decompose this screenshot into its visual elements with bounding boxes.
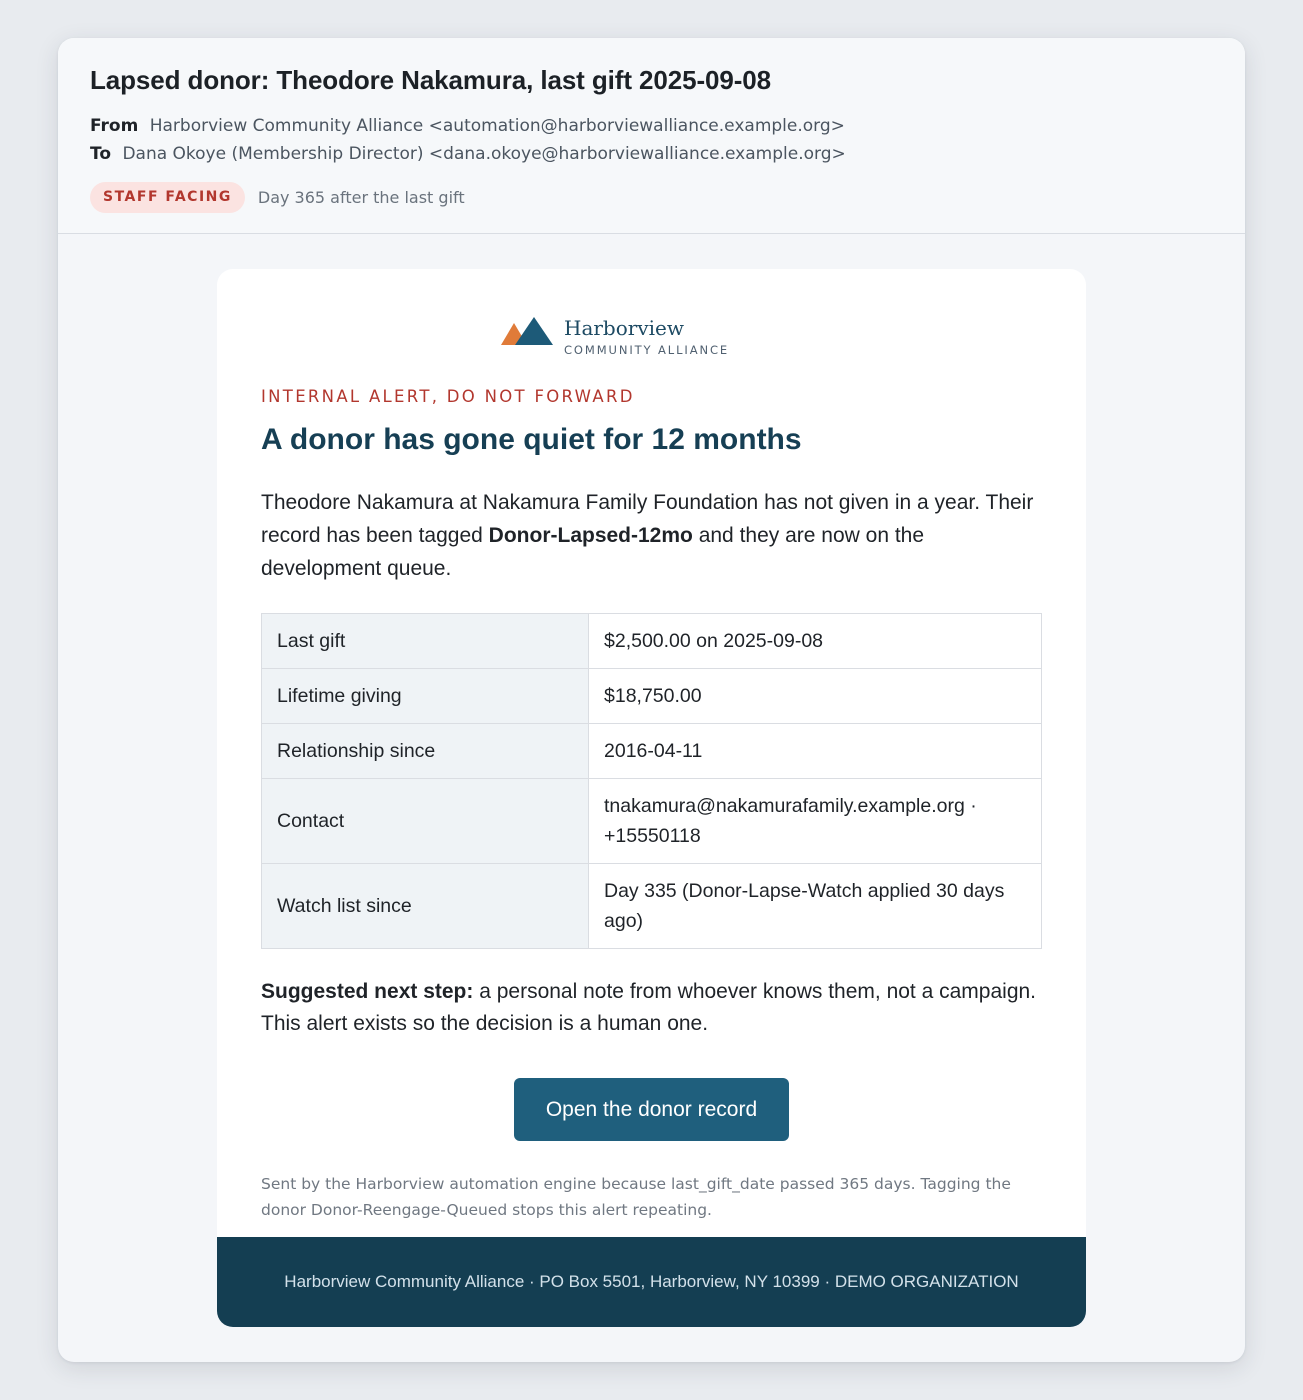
detail-label: Watch list since bbox=[262, 864, 589, 949]
brand-subtitle: COMMUNITY ALLIANCE bbox=[564, 343, 730, 357]
email-window bbox=[58, 38, 1245, 1362]
alert-headline: A donor has gone quiet for 12 months bbox=[261, 423, 802, 456]
from-address[interactable]: Harborview Community Alliance <automation@harborviewalliance.example.org> bbox=[149, 116, 845, 136]
to-address[interactable]: Dana Okoye (Membership Director) <dana.okoye@harborviewalliance.example.org> bbox=[122, 144, 846, 164]
email-footer: Harborview Community Alliance · PO Box 5501, Harborview, NY 10399 · DEMO ORGANIZATION bbox=[217, 1237, 1086, 1327]
lapsed-tag-name: Donor-Lapsed-12mo bbox=[488, 524, 693, 547]
table-row bbox=[262, 779, 1042, 864]
detail-value: $18,750.00 bbox=[589, 669, 1042, 724]
contact-value[interactable]: tnakamura@nakamurafamily.example.org · +15550118 bbox=[589, 779, 1042, 864]
detail-label: Lifetime giving bbox=[262, 669, 589, 724]
to-line bbox=[90, 140, 1213, 168]
email-subject: Lapsed donor: Theodore Nakamura, last gift 2025-09-08 bbox=[90, 65, 771, 95]
email-header bbox=[58, 38, 1245, 234]
next-step-label: Suggested next step: bbox=[261, 980, 474, 1003]
table-row bbox=[262, 669, 1042, 724]
internal-alert-label: INTERNAL ALERT, DO NOT FORWARD bbox=[261, 387, 635, 406]
table-row bbox=[262, 864, 1042, 949]
open-donor-record-button[interactable]: Open the donor record bbox=[514, 1078, 789, 1141]
automation-fineprint: Sent by the Harborview automation engine because last_gift_date passed 365 days. Tagging the donor Donor-Reengage-Queued stops this alert repeating. bbox=[261, 1175, 1011, 1219]
alert-lead bbox=[261, 486, 1042, 585]
detail-label: Last gift bbox=[262, 614, 589, 669]
next-step-text: a personal note from whoever knows them, not a campaign. This alert exists so the decision is a human one. bbox=[261, 980, 1037, 1035]
lead-text-2: and they are now on the development queue. bbox=[261, 524, 925, 580]
to-label: To bbox=[90, 144, 112, 164]
detail-value: Day 335 (Donor-Lapse-Watch applied 30 days ago) bbox=[589, 864, 1042, 949]
detail-value: $2,500.00 on 2025-09-08 bbox=[589, 614, 1042, 669]
email-body-card bbox=[217, 269, 1086, 1327]
lead-text-1: Theodore Nakamura at Nakamura Family Foundation has not given in a year. Their record has been tagged bbox=[261, 491, 1034, 547]
from-line bbox=[90, 112, 1213, 140]
table-row bbox=[262, 724, 1042, 779]
detail-label: Relationship since bbox=[262, 724, 589, 779]
donor-details-table bbox=[261, 613, 1042, 949]
table-row bbox=[262, 614, 1042, 669]
detail-label: Contact bbox=[262, 779, 589, 864]
mountains-logo-icon bbox=[501, 315, 553, 347]
staff-facing-badge: STAFF FACING bbox=[90, 182, 245, 213]
tag-row bbox=[90, 182, 1213, 213]
detail-value: 2016-04-11 bbox=[589, 724, 1042, 779]
from-label: From bbox=[90, 116, 139, 136]
brand-name: Harborview bbox=[564, 316, 684, 340]
tag-note: Day 365 after the last gift bbox=[257, 188, 465, 207]
suggested-next-step bbox=[261, 976, 1042, 1040]
brand-logo bbox=[501, 315, 729, 358]
